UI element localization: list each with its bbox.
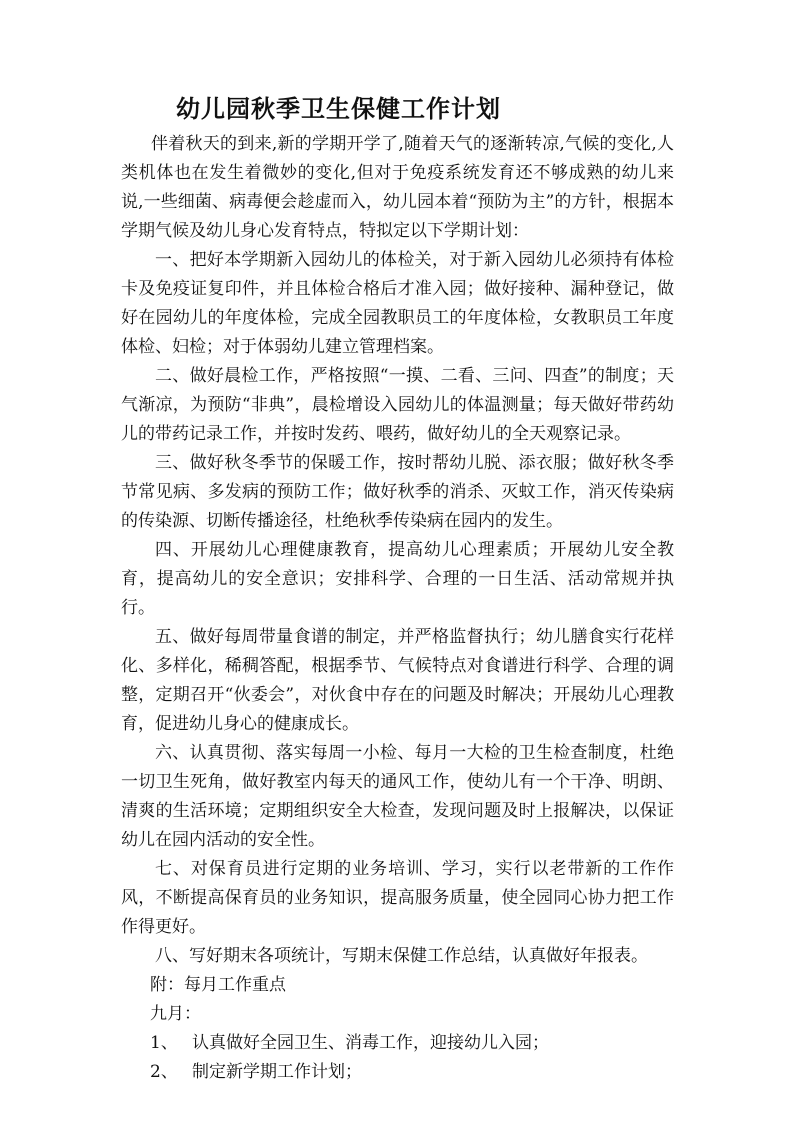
list-item-number: 2、 — [150, 1062, 178, 1082]
plan-item-6: 六、认真贯彻、落实每周一小检、每月一大检的卫生检查制度，杜绝一切卫生死角，做好教室内每天的通风工作，使幼儿有一个干净、明朗、清爽的生活环境；定期组织安全大检查，发现问题及时上报解决，以保证幼儿在园内活动的安全性。 — [121, 743, 674, 850]
document-body — [121, 130, 674, 1087]
plan-item-5: 五、做好每周带量食谱的制定，并严格监督执行；幼儿膳食实行花样化、多样化，稀稠答配，根据季节、气候特点对食谱进行科学、合理的调整，定期召开“伙委会”，对伙食中存在的问题及时解决；开展幼儿心理教育，促进幼儿身心的健康成长。 — [121, 627, 674, 734]
intro-paragraph: 伴着秋天的到来,新的学期开学了,随着天气的逐渐转凉,气候的变化,人类机体也在发生着微妙的变化,但对于免疫系统发育还不够成熟的幼儿来说,一些细菌、病毒便会趁虚而入，幼儿园本着“预防为主”的方针，根据本学期气候及幼儿身心发育特点，特拟定以下学期计划： — [121, 134, 674, 241]
plan-item-7: 七、对保育员进行定期的业务培训、学习，实行以老带新的工作作风，不断提高保育员的业务知识，提高服务质量，使全园同心协力把工作作得更好。 — [121, 859, 674, 937]
list-item-text: 认真做好全园卫生、消毒工作，迎接幼儿入园； — [192, 1033, 549, 1053]
month-label: 九月： — [150, 1004, 201, 1024]
list-item — [121, 1058, 674, 1087]
document-title: 幼儿园秋季卫生保健工作计划 — [176, 94, 501, 123]
plan-item-8: 八、写好期末各项统计，写期末保健工作总结，认真做好年报表。 — [155, 946, 648, 966]
appendix-label: 附：每月工作重点 — [150, 975, 286, 995]
list-item-number: 1、 — [150, 1033, 178, 1053]
plan-item-1: 一、把好本学期新入园幼儿的体检关，对于新入园幼儿必须持有体检卡及免疫证复印件，并且体检合格后才准入园；做好接种、漏种登记，做好在园幼儿的年度体检，完成全园教职员工的年度体检，女教职员工年度体检、妇检；对于体弱幼儿建立管理档案。 — [121, 250, 674, 357]
list-item-text: 制定新学期工作计划； — [192, 1062, 362, 1082]
list-item — [121, 1029, 674, 1058]
plan-item-4: 四、开展幼儿心理健康教育，提高幼儿心理素质；开展幼儿安全教育，提高幼儿的安全意识；安排科学、合理的一日生活、活动常规并执行。 — [121, 540, 674, 618]
plan-item-3: 三、做好秋冬季节的保暖工作，按时帮幼儿脱、添衣服；做好秋冬季节常见病、多发病的预防工作；做好秋季的消杀、灭蚊工作，消灭传染病的传染源、切断传播途径，杜绝秋季传染病在园内的发生。 — [121, 453, 674, 531]
plan-item-2: 二、做好晨检工作，严格按照“一摸、二看、三问、四查”的制度；天气渐凉，为预防“非典”，晨检增设入园幼儿的体温测量；每天做好带药幼儿的带药记录工作，并按时发药、喂药，做好幼儿的全天观察记录。 — [121, 366, 674, 444]
